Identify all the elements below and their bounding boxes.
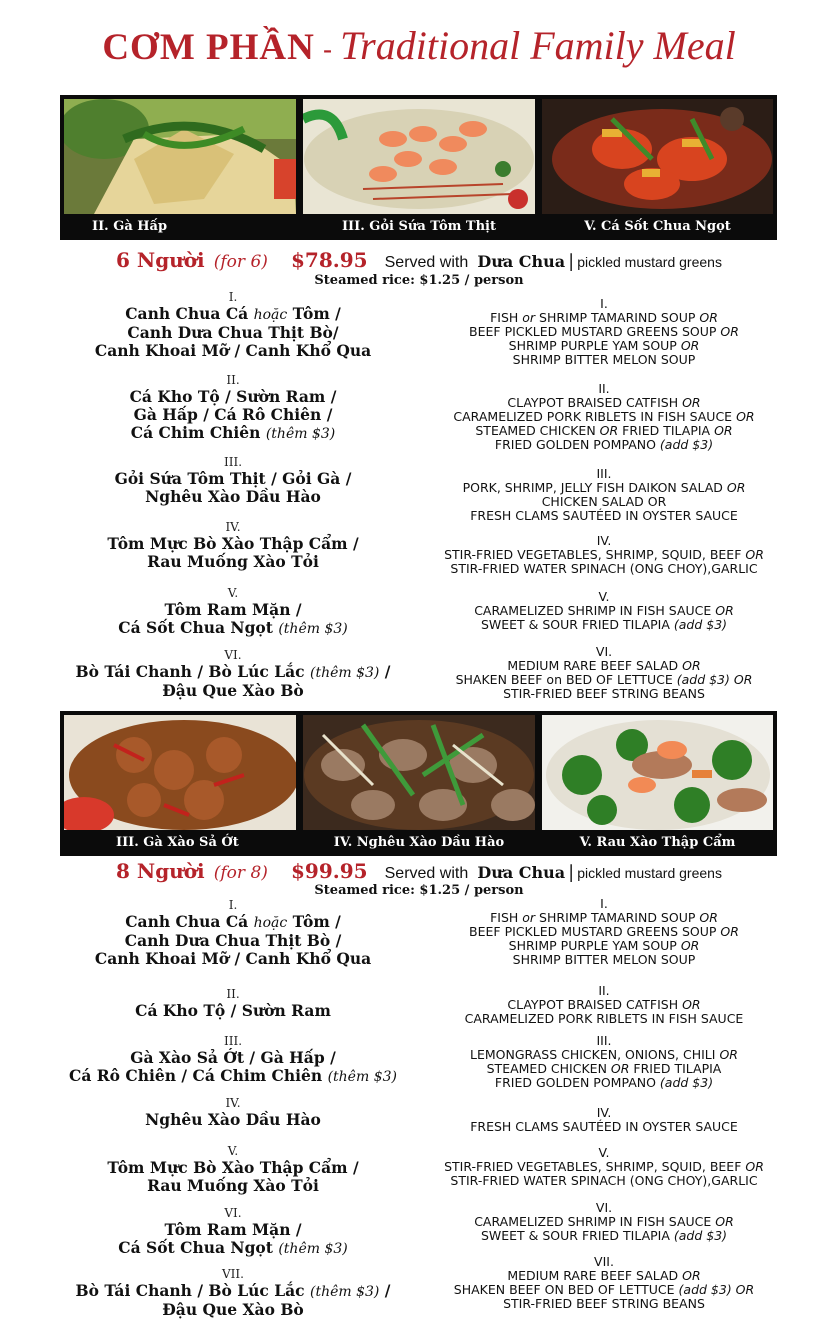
course-line: FISH or SHRIMP TAMARIND SOUP OR (490, 310, 718, 325)
menu-course (410, 1034, 798, 1090)
course-line: SWEET & SOUR FRIED TILAPIA (add $3) (480, 1228, 728, 1243)
menu-course (38, 290, 428, 360)
course-line: Cá Rô Chiên / Cá Chim Chiên (thêm $3) (69, 1066, 397, 1085)
italic-note: (add $3) (673, 1228, 728, 1243)
menu-course (38, 455, 428, 506)
set8-count: 8 Người (116, 859, 205, 883)
italic-note: OR (715, 1214, 734, 1229)
course-line: SHRIMP PURPLE YAM SOUP OR (508, 938, 700, 953)
italic-note: hoặc (253, 307, 288, 323)
menu-course (410, 297, 798, 367)
course-line: MEDIUM RARE BEEF SALAD OR (507, 658, 701, 673)
course-line: Canh Dưa Chua Thịt Bò / (124, 931, 342, 950)
course-number: VII. (222, 1267, 244, 1281)
course-number: IV. (225, 520, 241, 534)
course-line: Canh Khoai Mỡ / Canh Khổ Qua (94, 949, 372, 968)
menu-course (38, 1206, 428, 1258)
course-line: Cá Sốt Chua Ngọt (thêm $3) (118, 618, 348, 637)
menu-course (38, 586, 428, 638)
italic-note: OR (745, 1159, 764, 1174)
menu-course (410, 645, 798, 701)
italic-note: OR (736, 409, 755, 424)
course-line: Gà Xào Sả Ớt / Gà Hấp / (130, 1048, 336, 1067)
course-line: Đậu Que Xào Bò (162, 681, 304, 700)
course-line: CLAYPOT BRAISED CATFISH OR (507, 395, 701, 410)
course-line: STIR-FRIED BEEF STRING BEANS (503, 686, 705, 701)
course-number: III. (596, 1033, 612, 1048)
set8-dish: Dưa Chua (477, 863, 566, 882)
photo-ga-hap (64, 99, 296, 214)
course-number: VI. (224, 1206, 242, 1220)
course-number: II. (598, 381, 610, 396)
course-line: Bò Tái Chanh / Bò Lúc Lắc (thêm $3) / (75, 662, 391, 681)
caption-ga-xao: III. Gà Xào Sả Ớt (116, 835, 239, 850)
set6-bar: | (568, 251, 575, 272)
course-line: PORK, SHRIMP, JELLY FISH DAIKON SALAD OR (462, 480, 746, 495)
italic-note: (thêm $3) (310, 665, 380, 681)
italic-note: OR (714, 423, 733, 438)
italic-note: OR (682, 658, 701, 673)
set6-english-column (410, 297, 798, 707)
set8-desc: pickled mustard greens (577, 865, 722, 881)
course-line: STEAMED CHICKEN OR FRIED TILAPIA (486, 1061, 722, 1076)
italic-note: OR (715, 603, 734, 618)
course-number: IV. (596, 533, 612, 548)
menu-course (410, 382, 798, 452)
italic-note: (thêm $3) (278, 1241, 348, 1257)
italic-note: OR (699, 310, 718, 325)
course-line: Canh Khoai Mỡ / Canh Khổ Qua (94, 341, 372, 360)
menu-course (38, 373, 428, 443)
course-line: Gà Hấp / Cá Rô Chiên / (133, 405, 333, 424)
italic-note: or (522, 310, 536, 325)
set8-vietnamese-column (38, 898, 428, 1328)
set6-price: $78.95 (290, 248, 368, 272)
course-line: SHRIMP BITTER MELON SOUP (512, 352, 696, 367)
set6-vietnamese-column (38, 290, 428, 710)
set6-rice: Steamed rice: $1.25 / person (314, 273, 524, 288)
italic-note: OR (720, 324, 739, 339)
course-number: III. (223, 1034, 243, 1048)
menu-course (38, 520, 428, 571)
menu-course (38, 648, 428, 700)
set8-price: $99.95 (290, 859, 368, 883)
italic-note: or (522, 910, 536, 925)
caption-ga-hap: II. Gà Hấp (92, 219, 168, 234)
course-line: Cá Kho Tộ / Sườn Ram (135, 1001, 331, 1020)
set8-price-line (0, 859, 838, 883)
italic-note: (add $3) (659, 1075, 714, 1090)
italic-note: OR (682, 395, 701, 410)
course-line: CHICKEN SALAD OR (541, 494, 667, 509)
italic-note: (thêm $3) (265, 426, 336, 442)
course-line: STEAMED CHICKEN OR FRIED TILAPIA OR (475, 423, 733, 438)
photo-strip-8 (60, 711, 777, 856)
course-line: Gỏi Sứa Tôm Thịt / Gỏi Gà / (114, 469, 352, 488)
set6-price-line (0, 248, 838, 272)
photo-goi-sua (303, 99, 535, 214)
course-number: IV. (225, 1096, 241, 1110)
photo-ca-sot (542, 99, 773, 214)
menu-course (410, 897, 798, 967)
course-line: Cá Kho Tộ / Sườn Ram / (129, 387, 337, 406)
course-number: I. (600, 296, 608, 311)
course-line: Canh Dưa Chua Thịt Bò/ (127, 323, 339, 342)
course-line: Canh Chua Cá hoặc Tôm / (125, 912, 341, 931)
menu-course (410, 590, 798, 632)
course-line: Đậu Que Xào Bò (162, 1300, 304, 1319)
course-line: STIR-FRIED BEEF STRING BEANS (503, 1296, 705, 1311)
course-line: BEEF PICKLED MUSTARD GREENS SOUP OR (469, 324, 739, 339)
caption-ca-sot: V. Cá Sốt Chua Ngọt (584, 219, 731, 234)
course-line: Rau Muống Xào Tỏi (147, 1176, 319, 1195)
italic-note: OR (699, 910, 718, 925)
course-line: SWEET & SOUR FRIED TILAPIA (add $3) (480, 617, 728, 632)
course-line: SHRIMP PURPLE YAM SOUP OR (508, 338, 700, 353)
course-line: Tôm Ram Mặn / (164, 600, 302, 619)
course-number: V. (598, 589, 610, 604)
set6-served: Served with (384, 254, 469, 271)
italic-note: OR (682, 997, 701, 1012)
course-line: Cá Sốt Chua Ngọt (thêm $3) (118, 1238, 348, 1257)
course-line: CARAMELIZED PORK RIBLETS IN FISH SAUCE OR (453, 409, 755, 424)
photo-ga-xao (64, 715, 296, 830)
course-line: SHRIMP BITTER MELON SOUP (512, 952, 696, 967)
course-line: STIR-FRIED VEGETABLES, SHRIMP, SQUID, BEEF OR (444, 547, 764, 562)
course-line: LEMONGRASS CHICKEN, ONIONS, CHILI OR (470, 1047, 738, 1062)
caption-goi-sua: III. Gỏi Sứa Tôm Thịt (341, 219, 497, 234)
menu-course (410, 1146, 798, 1188)
set8-bar: | (568, 862, 575, 883)
course-line: CARAMELIZED SHRIMP IN FISH SAUCE OR (474, 603, 734, 618)
italic-note: OR (680, 938, 700, 953)
menu-course (38, 1096, 428, 1129)
course-number: V. (598, 1145, 610, 1160)
italic-note: OR (680, 338, 700, 353)
menu-course (38, 898, 428, 968)
course-line: Canh Chua Cá hoặc Tôm / (125, 304, 341, 323)
course-line: CARAMELIZED SHRIMP IN FISH SAUCE OR (474, 1214, 734, 1229)
course-line: Cá Chim Chiên (thêm $3) (130, 423, 336, 442)
course-number: I. (228, 290, 238, 304)
course-number: II. (226, 373, 240, 387)
course-line: SHAKEN BEEF on BED OF LETTUCE (add $3) OR (455, 672, 753, 687)
course-line: FRESH CLAMS SAUTÉED IN OYSTER SAUCE (470, 508, 738, 523)
course-number: III. (223, 455, 243, 469)
italic-note: OR (719, 1047, 738, 1062)
italic-note: (thêm $3) (327, 1069, 397, 1085)
course-line: FRIED GOLDEN POMPANO (add $3) (494, 1075, 714, 1090)
course-line: BEEF PICKLED MUSTARD GREENS SOUP OR (469, 924, 739, 939)
menu-course (410, 1255, 798, 1311)
menu-course (410, 467, 798, 523)
italic-note: OR (610, 1061, 630, 1076)
course-line: Nghêu Xào Dầu Hào (145, 487, 321, 506)
course-number: VII. (594, 1254, 614, 1269)
menu-course (410, 984, 798, 1026)
course-line: FISH or SHRIMP TAMARIND SOUP OR (490, 910, 718, 925)
course-line: SHAKEN BEEF ON BED OF LETTUCE (add $3) OR (453, 1282, 755, 1297)
italic-note: OR (682, 1268, 701, 1283)
course-number: II. (226, 987, 240, 1001)
photo-rau-xao (542, 715, 773, 830)
title-dash: - (322, 34, 333, 65)
caption-rau-xao: V. Rau Xào Thập Cẩm (579, 835, 736, 850)
course-line: CLAYPOT BRAISED CATFISH OR (507, 997, 701, 1012)
course-number: VI. (595, 1200, 613, 1215)
course-line: Bò Tái Chanh / Bò Lúc Lắc (thêm $3) / (75, 1281, 391, 1300)
course-line: Rau Muống Xào Tỏi (147, 552, 319, 571)
set6-desc: pickled mustard greens (577, 254, 722, 270)
caption-ngheu: IV. Nghêu Xào Dầu Hào (333, 835, 505, 850)
course-number: V. (227, 586, 239, 600)
course-number: II. (598, 983, 610, 998)
course-line: MEDIUM RARE BEEF SALAD OR (507, 1268, 701, 1283)
menu-course (38, 1267, 428, 1319)
italic-note: (add $3) (659, 437, 714, 452)
set6-count: 6 Người (116, 248, 205, 272)
set6-for: (for 6) (213, 252, 268, 272)
menu-title (0, 22, 838, 69)
title-main: CƠM PHẦN (102, 27, 315, 68)
italic-note: (add $3) OR (676, 672, 753, 687)
photo-ngheu (303, 715, 535, 830)
course-line: FRIED GOLDEN POMPANO (add $3) (494, 437, 714, 452)
italic-note: hoặc (253, 915, 288, 931)
italic-note: (add $3) (673, 617, 728, 632)
photo-strip-6 (60, 95, 777, 240)
course-line: Tôm Mực Bò Xào Thập Cẩm / (107, 1158, 359, 1177)
course-line: STIR-FRIED WATER SPINACH (ONG CHOY),GARLIC (450, 1173, 758, 1188)
italic-note: (thêm $3) (278, 621, 348, 637)
course-line: CARAMELIZED PORK RIBLETS IN FISH SAUCE (464, 1011, 744, 1026)
course-line: Nghêu Xào Dầu Hào (145, 1110, 321, 1129)
course-number: I. (600, 896, 608, 911)
italic-note: OR (745, 547, 764, 562)
course-number: III. (596, 466, 612, 481)
set8-english-column (410, 897, 798, 1317)
course-number: VI. (595, 644, 613, 659)
set8-served: Served with (384, 865, 469, 882)
course-line: Tôm Ram Mặn / (164, 1220, 302, 1239)
italic-note: (add $3) OR (678, 1282, 755, 1297)
menu-course (38, 1034, 428, 1086)
italic-note: (thêm $3) (310, 1284, 380, 1300)
course-line: STIR-FRIED WATER SPINACH (ONG CHOY),GARLIC (450, 561, 758, 576)
menu-course (410, 1201, 798, 1243)
menu-course (38, 1144, 428, 1195)
course-line: Tôm Mực Bò Xào Thập Cẩm / (107, 534, 359, 553)
menu-course (410, 1106, 798, 1134)
course-line: STIR-FRIED VEGETABLES, SHRIMP, SQUID, BEEF OR (444, 1159, 764, 1174)
italic-note: OR (726, 480, 746, 495)
course-line: FRESH CLAMS SAUTÉED IN OYSTER SAUCE (470, 1119, 738, 1134)
course-number: VI. (224, 648, 242, 662)
set8-for: (for 8) (213, 863, 268, 883)
course-number: I. (228, 898, 238, 912)
title-script: Traditional Family Meal (340, 23, 736, 68)
menu-course (38, 987, 428, 1020)
course-number: V. (227, 1144, 239, 1158)
set8-rice: Steamed rice: $1.25 / person (314, 883, 524, 898)
course-number: IV. (596, 1105, 612, 1120)
italic-note: OR (720, 924, 739, 939)
italic-note: OR (599, 423, 619, 438)
menu-course (410, 534, 798, 576)
set6-dish: Dưa Chua (477, 252, 566, 271)
